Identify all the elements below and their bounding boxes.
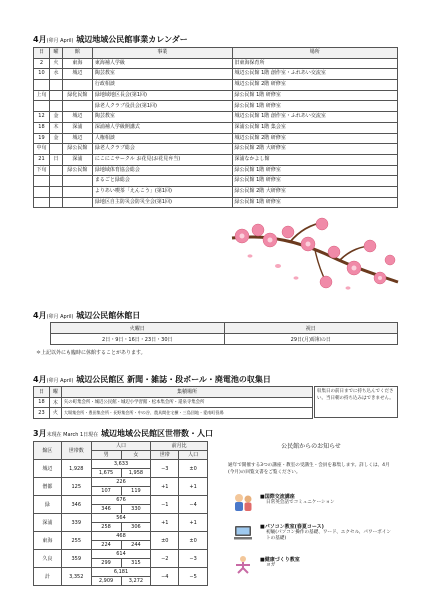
calendar-day — [34, 101, 50, 112]
closed-tuesday-dates: 2日・9日・16日・23日・30日 — [51, 334, 225, 345]
calendar-dow — [49, 144, 62, 155]
class-item-pc — [232, 521, 392, 551]
calendar-event: 行政相談 — [92, 80, 232, 91]
pop-total: 676 — [91, 496, 151, 505]
waste-note: 収集日の前日までに持ち込んでください。当日朝の持ち込みはできません。 — [314, 386, 398, 418]
calendar-hall — [62, 186, 92, 197]
waste-collection-table — [33, 386, 313, 419]
table-row — [34, 550, 208, 559]
calendar-dow: 金 — [49, 133, 62, 144]
calendar-event: まるごと緑総会 — [92, 176, 232, 187]
pop-total: 468 — [91, 532, 151, 541]
table-row — [34, 186, 398, 197]
calendar-header-row — [34, 48, 398, 59]
closed-header-holiday: 祝日 — [224, 323, 397, 334]
calendar-hall: 深浦 — [62, 122, 92, 133]
calendar-dow: 火 — [49, 58, 62, 69]
table-row — [34, 532, 208, 541]
closed-note: ＊上記以外にも臨時に休館することがあります。 — [36, 350, 146, 356]
calendar-place: 城辺公民館 2階 研修室 — [232, 133, 397, 144]
calendar-event: 東海補人学級 — [92, 58, 232, 69]
pop-district: 計 — [34, 568, 62, 586]
pop-households: 359 — [61, 550, 91, 568]
pop-male: 346 — [91, 505, 121, 514]
pop-district: 深浦 — [34, 514, 62, 532]
calendar-dow — [49, 186, 62, 197]
population-header-row-1 — [34, 442, 208, 451]
calendar-hall: 東海 — [62, 58, 92, 69]
table-row — [34, 514, 208, 523]
calendar-dow: 木 — [49, 122, 62, 133]
pop-total: 3,633 — [91, 460, 151, 469]
closed-values-row — [51, 334, 398, 345]
table-row — [34, 154, 398, 165]
table-row — [34, 90, 398, 101]
class-item-english — [232, 491, 392, 519]
class-title: ■国際交流講座 — [260, 494, 295, 500]
calendar-event: 緑地域地区長会(第1回) — [92, 90, 232, 101]
pop-female: 119 — [121, 487, 151, 496]
calendar-hall — [62, 80, 92, 91]
pop-header-change-households: 世帯 — [151, 451, 179, 460]
calendar-day: 10 — [34, 69, 50, 80]
pop-change-population: −5 — [179, 568, 208, 586]
pop-change-households: +1 — [151, 478, 179, 496]
calendar-hall — [62, 101, 92, 112]
table-row — [34, 408, 313, 419]
calendar-day — [34, 80, 50, 91]
closed-holiday-dates: 29日(月)昭和の日 — [224, 334, 397, 345]
calendar-place: 緑公民館 1階 研修室 — [232, 90, 397, 101]
pop-total: 564 — [91, 514, 151, 523]
waste-place: 矢の町集会所・城辺公民館・城辺小学習館・松本集会所・還泉寺集会所 — [61, 397, 312, 408]
cherry-blossom-illustration — [230, 216, 400, 296]
pop-header-district: 館区 — [34, 442, 62, 460]
pop-male: 299 — [91, 559, 121, 568]
computer-class-icon — [232, 521, 254, 543]
calendar-day — [34, 186, 50, 197]
calendar-event: 緑地域体育協会総会 — [92, 165, 232, 176]
calendar-hall: 緑化民館 — [62, 90, 92, 101]
calendar-dow — [49, 165, 62, 176]
calendar-day: 18 — [34, 122, 50, 133]
waste-dow: 木 — [49, 397, 61, 408]
calendar-day — [34, 176, 50, 187]
table-row — [34, 58, 398, 69]
calendar-header-hall: 館 — [62, 48, 92, 59]
calendar-day: 上旬 — [34, 90, 50, 101]
waste-header-dow: 曜 — [49, 387, 61, 398]
pop-change-households: −2 — [151, 550, 179, 568]
class-title: ■健康づくり教室 — [260, 557, 300, 563]
calendar-place: 緑公民館 1階 研修室 — [232, 101, 397, 112]
population-title: 3月末現在 March 1日現在 城辺地域公民館区世帯数・人口 — [33, 429, 213, 438]
info-text: 通年で開催する3つの講座・教室の受講生・会員を募集します。詳しくは、4月(今月)の回覧文書をご覧ください。 — [228, 463, 390, 475]
calendar-hall — [62, 197, 92, 208]
waste-dow: 火 — [49, 408, 61, 419]
class-subtitle: ヨガ — [266, 563, 276, 568]
pop-female: 1,958 — [121, 469, 151, 478]
calendar-event: 緑老人クラブ総会 — [92, 144, 232, 155]
calendar-hall: 緑公民館 — [62, 165, 92, 176]
pop-female: 3,272 — [121, 577, 151, 586]
waste-day: 23 — [34, 408, 50, 419]
table-row — [34, 144, 398, 155]
calendar-hall: 城辺 — [62, 133, 92, 144]
class-title: ■パソコン教室(春夏コース) — [260, 524, 324, 530]
calendar-event: 陶芸教室 — [92, 69, 232, 80]
table-row — [34, 133, 398, 144]
pop-change-households: −4 — [151, 568, 179, 586]
table-row — [34, 397, 313, 408]
calendar-day — [34, 197, 50, 208]
calendar-place: 深浦なかよし館 — [232, 154, 397, 165]
table-row — [34, 101, 398, 112]
calendar-dow: 日 — [49, 154, 62, 165]
calendar-title: 4月(卯月 April) 城辺地域公民館事業カレンダー — [33, 35, 188, 44]
pop-households: 125 — [61, 478, 91, 496]
pop-male: 107 — [91, 487, 121, 496]
waste-header-place: 集積場所 — [61, 387, 312, 398]
pop-female: 244 — [121, 541, 151, 550]
pop-header-change-population: 人口 — [179, 451, 208, 460]
calendar-day: 19 — [34, 133, 50, 144]
calendar-dow — [49, 80, 62, 91]
calendar-event: 陶芸教室 — [92, 112, 232, 123]
pop-header-households: 世帯数 — [61, 442, 91, 460]
pop-district: 僧都 — [34, 478, 62, 496]
pop-change-population: −3 — [179, 550, 208, 568]
pop-change-population: +1 — [179, 478, 208, 496]
pop-total: 614 — [91, 550, 151, 559]
pop-total: 226 — [91, 478, 151, 487]
pop-change-households: ±0 — [151, 532, 179, 550]
table-row — [34, 197, 398, 208]
info-box — [224, 441, 398, 586]
pop-header-change: 前月比 — [151, 442, 208, 451]
calendar-event: よりあい喫茶「えんこう」(第1回) — [92, 186, 232, 197]
pop-households: 346 — [61, 496, 91, 514]
table-row — [34, 478, 208, 487]
pop-households: 3,352 — [61, 568, 91, 586]
pop-change-households: −3 — [151, 460, 179, 478]
calendar-place: 城辺公民館 1階 創作室・ふれあい交流室 — [232, 69, 397, 80]
calendar-day: 21 — [34, 154, 50, 165]
calendar-event: 緑老人クラブ役員会(第1回) — [92, 101, 232, 112]
calendar-hall: 緑公民館 — [62, 144, 92, 155]
pop-total: 6,181 — [91, 568, 151, 577]
calendar-event: 人権相談 — [92, 133, 232, 144]
calendar-place: 城辺公民館 1階 創作室・ふれあい交流室 — [232, 112, 397, 123]
calendar-hall: 深浦 — [62, 154, 92, 165]
calendar-dow — [49, 176, 62, 187]
pop-header-population: 人口 — [91, 442, 151, 451]
pop-households: 255 — [61, 532, 91, 550]
closed-title: 4月(卯月 April) 城辺公民館休館日 — [33, 311, 141, 320]
pop-male: 2,909 — [91, 577, 121, 586]
table-row — [34, 176, 398, 187]
pop-district: 東海 — [34, 532, 62, 550]
calendar-place: 緑公民館 2階 大研修室 — [232, 186, 397, 197]
waste-day: 18 — [34, 397, 50, 408]
calendar-place: 城辺公民館 2階 研修室 — [232, 80, 397, 91]
calendar-header-event: 事業 — [92, 48, 232, 59]
calendar-place: 緑公民館 1階 研修室 — [232, 176, 397, 187]
calendar-dow — [49, 90, 62, 101]
yoga-icon — [232, 554, 254, 576]
calendar-event: 深浦補人学級開講式 — [92, 122, 232, 133]
waste-header-row — [34, 387, 313, 398]
pop-header-male: 男 — [91, 451, 121, 460]
calendar-place: 緑公民館 1階 研修室 — [232, 165, 397, 176]
pop-change-population: −4 — [179, 496, 208, 514]
calendar-day: 12 — [34, 112, 50, 123]
pop-change-households: −1 — [151, 496, 179, 514]
class-item-health — [232, 554, 392, 580]
calendar-hall: 城辺 — [62, 69, 92, 80]
calendar-hall: 城辺 — [62, 112, 92, 123]
calendar-table — [33, 47, 398, 208]
info-title: 公民館からのお知らせ — [281, 443, 341, 450]
pop-district: 緑 — [34, 496, 62, 514]
pop-change-population: ±0 — [179, 460, 208, 478]
table-row — [34, 80, 398, 91]
closed-days-table — [50, 322, 398, 345]
calendar-header-day: 日 — [34, 48, 50, 59]
table-row — [34, 69, 398, 80]
pop-female: 315 — [121, 559, 151, 568]
class-subtitle: 初級(パソコン操作の基礎、ワード、エクセル、パワーポイントの基礎) — [266, 530, 391, 541]
calendar-event: にこにこサークル お花見(お花見弁当) — [92, 154, 232, 165]
calendar-place: 緑公民館 1階 研修室 — [232, 197, 397, 208]
calendar-dow — [49, 197, 62, 208]
calendar-dow — [49, 101, 62, 112]
calendar-event: 緑地区自主防災会防災全会(第1回) — [92, 197, 232, 208]
waste-place: 大場集会所・豊田集会所・長野集会所・中の谷、農具間住宅横・三島団地・愛南町役場 — [61, 408, 312, 419]
pop-district: 城辺 — [34, 460, 62, 478]
pop-header-female: 女 — [121, 451, 151, 460]
pop-households: 1,928 — [61, 460, 91, 478]
pop-change-population: +1 — [179, 514, 208, 532]
pop-district: 久良 — [34, 550, 62, 568]
pop-male: 224 — [91, 541, 121, 550]
calendar-header-place: 場所 — [232, 48, 397, 59]
class-subtitle: 日常英会話でコミュニケーション — [266, 500, 335, 505]
table-row — [34, 460, 208, 469]
pop-female: 330 — [121, 505, 151, 514]
calendar-hall — [62, 176, 92, 187]
waste-title: 4月(卯月 April) 城辺公民館区 新聞・雑誌・段ボール・廃電池の収集日 — [33, 375, 271, 384]
table-row — [34, 165, 398, 176]
international-exchange-icon — [232, 491, 254, 513]
calendar-place: 緑公民館 2階 大研修室 — [232, 144, 397, 155]
population-table — [33, 441, 208, 586]
table-row — [34, 496, 208, 505]
calendar-place: 旧東海保育所 — [232, 58, 397, 69]
pop-change-population: ±0 — [179, 532, 208, 550]
calendar-header-dow: 曜 — [49, 48, 62, 59]
table-row — [34, 112, 398, 123]
calendar-dow: 金 — [49, 112, 62, 123]
table-row — [34, 122, 398, 133]
calendar-day: 2 — [34, 58, 50, 69]
pop-male: 1,675 — [91, 469, 121, 478]
closed-header-tuesday: 火曜日 — [51, 323, 225, 334]
calendar-day: 中旬 — [34, 144, 50, 155]
pop-male: 258 — [91, 523, 121, 532]
calendar-day: 下旬 — [34, 165, 50, 176]
pop-households: 339 — [61, 514, 91, 532]
table-row — [34, 568, 208, 577]
pop-female: 306 — [121, 523, 151, 532]
calendar-dow: 水 — [49, 69, 62, 80]
pop-change-households: +1 — [151, 514, 179, 532]
closed-header-row — [51, 323, 398, 334]
calendar-place: 深浦公民館 1階 集会室 — [232, 122, 397, 133]
waste-header-day: 日 — [34, 387, 50, 398]
